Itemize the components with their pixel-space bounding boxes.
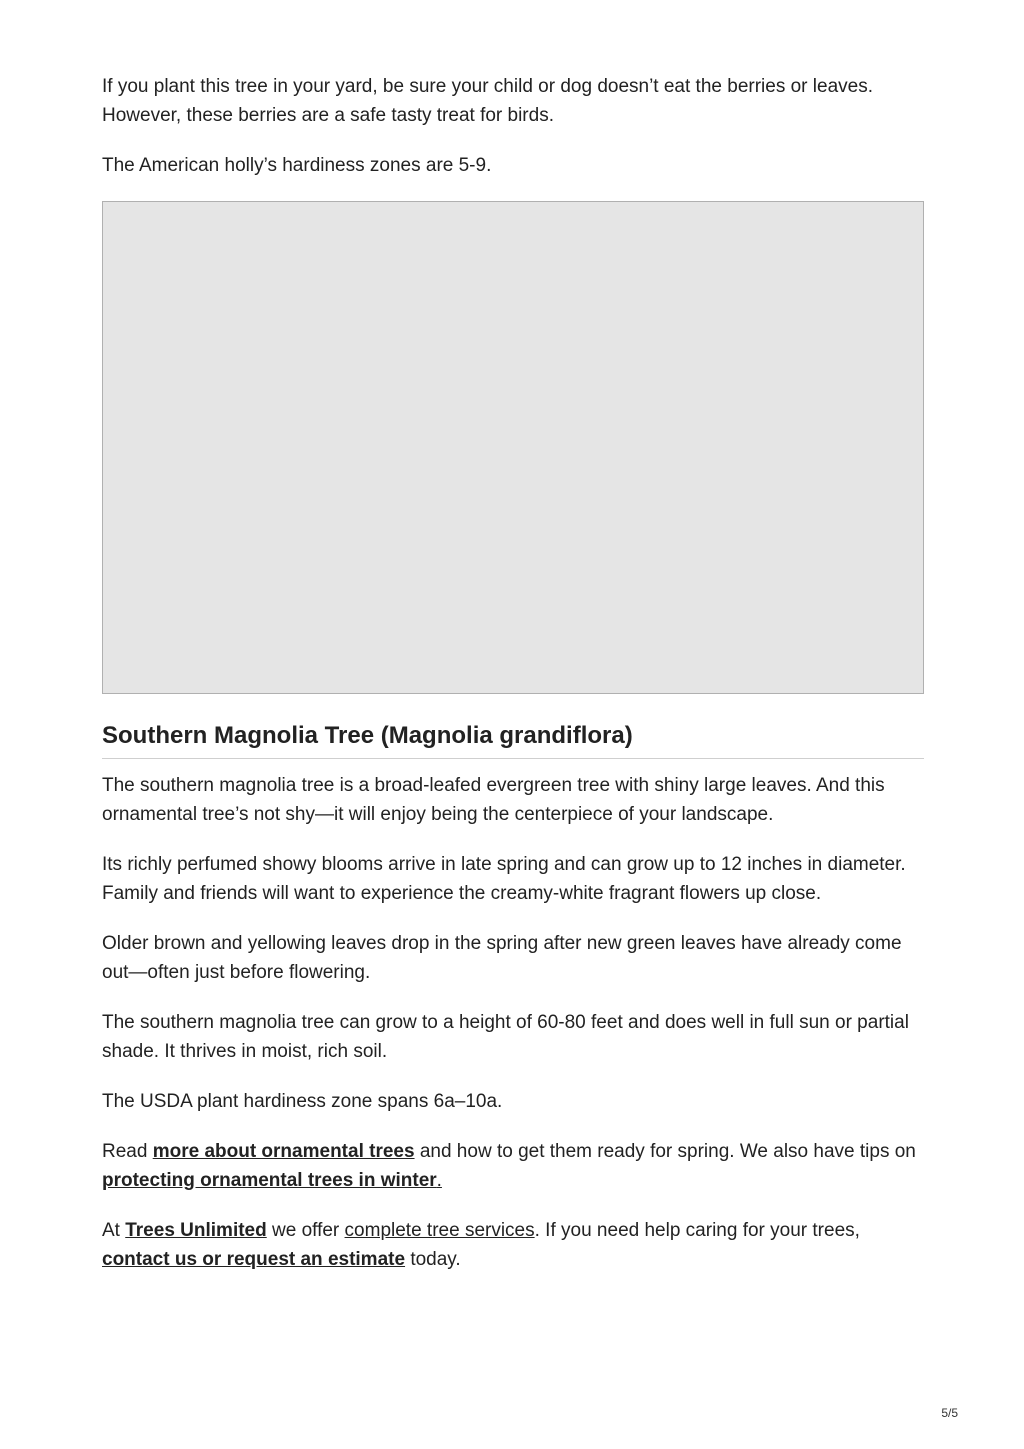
read-more-text-middle: and how to get them ready for spring. We also have tips on [414, 1141, 916, 1162]
body-paragraph-5: The USDA plant hardiness zone spans 6a–10a. [102, 1091, 503, 1112]
body-paragraph-1: The southern magnolia tree is a broad-leafed evergreen tree with shiny large leaves. And this ornamental tree’s not shy—it will enjoy being the centerpiece of your landscape. [102, 775, 885, 825]
magnolia-flower-photo [102, 201, 924, 694]
closing-text-middle-1: we offer [266, 1220, 345, 1241]
closing-text-start: At [102, 1220, 126, 1241]
closing-text-middle-2: . If you need help caring for your trees, [534, 1220, 860, 1241]
trees-unlimited-link[interactable]: Trees Unlimited [125, 1220, 267, 1241]
body-paragraph-2: Its richly perfumed showy blooms arrive in late spring and can grow up to 12 inches in diameter. Family and friends will want to experience the creamy-white fragrant flowers up close. [102, 854, 906, 904]
intro-paragraph-2: The American holly’s hardiness zones are 5-9. [102, 155, 492, 176]
closing-text-end: today. [405, 1249, 461, 1270]
intro-paragraph-1: If you plant this tree in your yard, be sure your child or dog doesn’t eat the berries or leaves. However, these berries are a safe tasty treat for birds. [102, 76, 873, 126]
section-heading: Southern Magnolia Tree (Magnolia grandiflora) [102, 722, 924, 759]
winter-protection-link[interactable]: protecting ornamental trees in winter [102, 1170, 437, 1191]
read-more-paragraph [102, 1137, 924, 1195]
tree-services-link[interactable]: complete tree services [344, 1220, 535, 1241]
body-paragraph-3: Older brown and yellowing leaves drop in the spring after new green leaves have already come out—often just before flowering. [102, 933, 902, 983]
read-more-text-start: Read [102, 1141, 153, 1162]
ornamental-trees-link[interactable]: more about ornamental trees [152, 1141, 415, 1162]
page-number: 5/5 [941, 1406, 958, 1420]
body-paragraph-4: The southern magnolia tree can grow to a height of 60-80 feet and does well in full sun or partial shade. It thrives in moist, rich soil. [102, 1012, 909, 1062]
article-content [102, 72, 924, 1295]
closing-paragraph [102, 1216, 924, 1274]
contact-estimate-link[interactable]: contact us or request an estimate [102, 1249, 406, 1270]
winter-protection-period-link[interactable]: . [436, 1170, 442, 1191]
